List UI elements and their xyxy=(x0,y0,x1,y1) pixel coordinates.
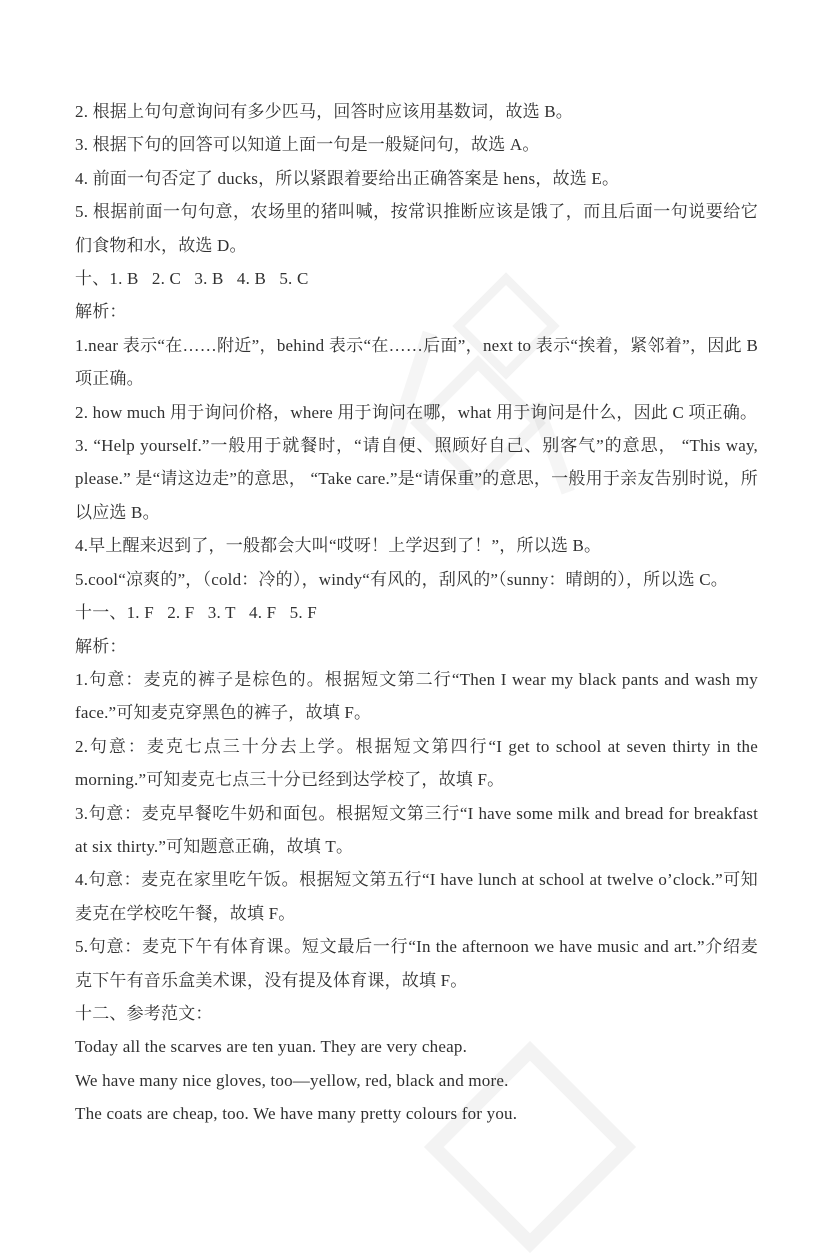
essay-line: Today all the scarves are ten yuan. They are very cheap. xyxy=(75,1037,468,1057)
section-12-heading: 十二、参考范文： xyxy=(75,1003,213,1023)
analysis-10-item-3: 3. “Help yourself.”一般用于就餐时，“请自便、照顾好自己、别客气”的意思， “This way, please.” 是“请这边走”的意思， “Take care.”是“请保重”的意思，一般用于亲友告别时说，所以应选 B。 xyxy=(75,436,758,522)
essay-line: We have many nice gloves, too—yellow, red, black and more. xyxy=(75,1070,509,1090)
section-11-answers: 十一、1. F 2. F 3. T 4. F 5. F xyxy=(75,603,317,623)
analysis-10-item-4: 4.早上醒来迟到了，一般都会大叫“哎呀！上学迟到了！”，所以选 B。 xyxy=(75,536,602,556)
essay-line: The coats are cheap, too. We have many pretty colours for you. xyxy=(75,1104,518,1124)
analysis-heading: 解析： xyxy=(75,302,127,322)
explanation-item-5: 5. 根据前面一句句意，农场里的猪叫喊，按常识推断应该是饿了，而且后面一句说要给它们食物和水，故选 D。 xyxy=(75,202,758,255)
analysis-11-item-4: 4.句意：麦克在家里吃午饭。根据短文第五行“I have lunch at school at twelve o’clock.”可知麦克在学校吃午餐，故填 F。 xyxy=(75,870,758,923)
explanation-item-4: 4. 前面一句否定了 ducks，所以紧跟着要给出正确答案是 hens，故选 E。 xyxy=(75,168,620,188)
analysis-10-item-1: 1.near 表示“在……附近”，behind 表示“在……后面”，next to 表示“挨着，紧邻着”，因此 B 项正确。 xyxy=(75,335,758,389)
analysis-11-item-2: 2.句意：麦克七点三十分去上学。根据短文第四行“I get to school at seven thirty in the morning.”可知麦克七点三十分已经到达学校了，故填 F。 xyxy=(75,736,758,790)
explanation-item-2: 2. 根据上句句意询问有多少匹马，回答时应该用基数词，故选 B。 xyxy=(75,102,573,121)
analysis-10-item-5: 5.cool“凉爽的”，（cold：冷的），windy“有风的，刮风的”（sunny：晴朗的），所以选 C。 xyxy=(75,569,728,589)
analysis-11-item-5: 5.句意：麦克下午有体育课。短文最后一行“In the afternoon we have music and art.”介绍麦克下午有音乐盒美术课，没有提及体育课，故填 F。 xyxy=(75,937,758,990)
section-10-answers: 十、1. B 2. C 3. B 4. B 5. C xyxy=(75,269,309,289)
analysis-11-item-1: 1.句意：麦克的裤子是棕色的。根据短文第二行“Then I wear my black pants and wash my face.”可知麦克穿黑色的裤子，故填 F。 xyxy=(75,669,758,723)
analysis-10-item-2: 2. how much 用于询问价格，where 用于询问在哪，what 用于询问是什么，因此 C 项正确。 xyxy=(75,402,758,422)
document-content xyxy=(75,95,758,1131)
explanation-item-3: 3. 根据下句的回答可以知道上面一句是一般疑问句，故选 A。 xyxy=(75,135,540,155)
analysis-11-item-3: 3.句意：麦克早餐吃牛奶和面包。根据短文第三行“I have some milk and bread for breakfast at six thirty.”可知题意正确，故填 T。 xyxy=(75,803,758,856)
analysis-heading: 解析： xyxy=(75,636,127,656)
